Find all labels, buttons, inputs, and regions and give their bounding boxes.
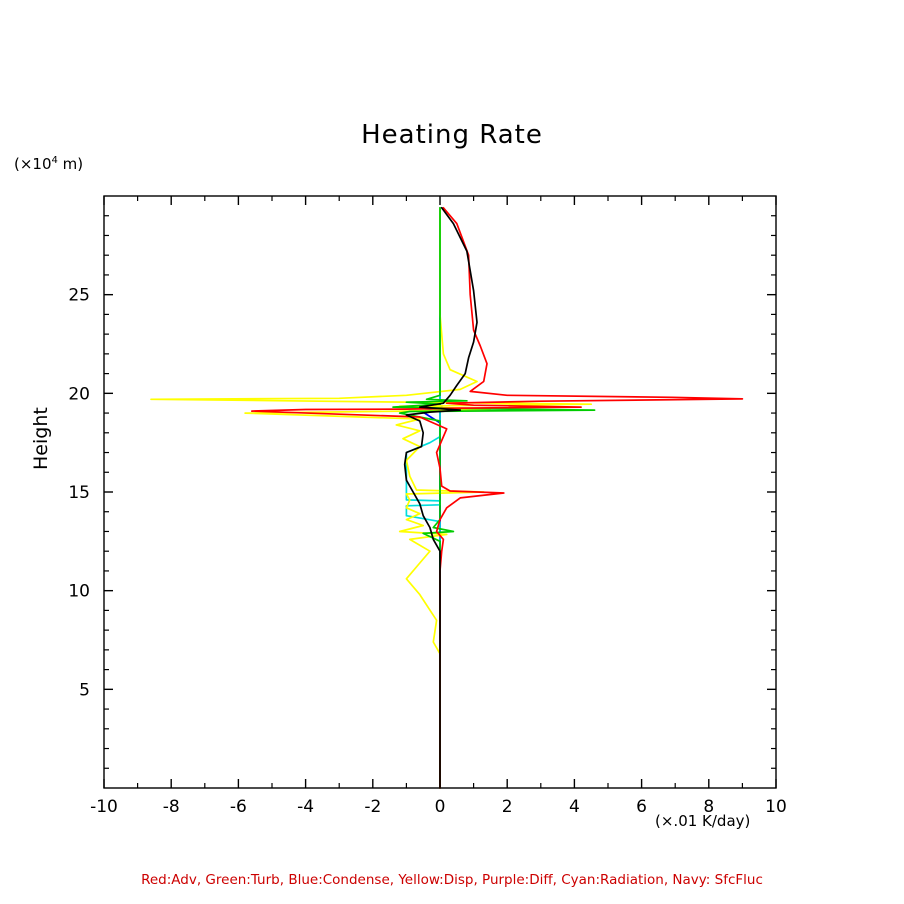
- series-line-turb: [393, 208, 595, 788]
- series-line-disp: [151, 208, 591, 788]
- x-tick-label: -8: [162, 797, 180, 817]
- page-title: Heating Rate: [361, 120, 543, 150]
- x-tick-label: 0: [434, 797, 446, 817]
- y-tick-label: 15: [68, 483, 90, 503]
- x-tick-label: 6: [636, 797, 648, 817]
- y-tick-label: 5: [79, 680, 90, 701]
- x-tick-label: 4: [568, 797, 580, 817]
- y-tick-label: 25: [68, 285, 90, 306]
- y-axis-unit-label: ($\times 10^4$ m): [14, 155, 84, 173]
- x-tick-label: -10: [90, 797, 118, 817]
- x-tick-label: -6: [229, 797, 247, 817]
- x-tick-label: 2: [501, 797, 513, 817]
- legend-caption: Red:Adv, Green:Turb, Blue:Condense, Yellow:Disp, Purple:Diff, Cyan:Radiation, Navy: SfcFluc: [141, 872, 763, 888]
- x-tick-label: 10: [765, 797, 787, 817]
- y-tick-label: 10: [68, 581, 90, 602]
- x-tick-label: -4: [297, 797, 315, 817]
- x-tick-label: -2: [364, 797, 382, 817]
- x-tick-label: 8: [703, 797, 715, 817]
- y-tick-label: 20: [68, 384, 90, 405]
- series-line-adv: [252, 208, 743, 788]
- x-axis-label: (×.01 K/day): [655, 812, 751, 830]
- y-axis-label: Height: [30, 407, 52, 470]
- series-line-radiation: [406, 208, 440, 788]
